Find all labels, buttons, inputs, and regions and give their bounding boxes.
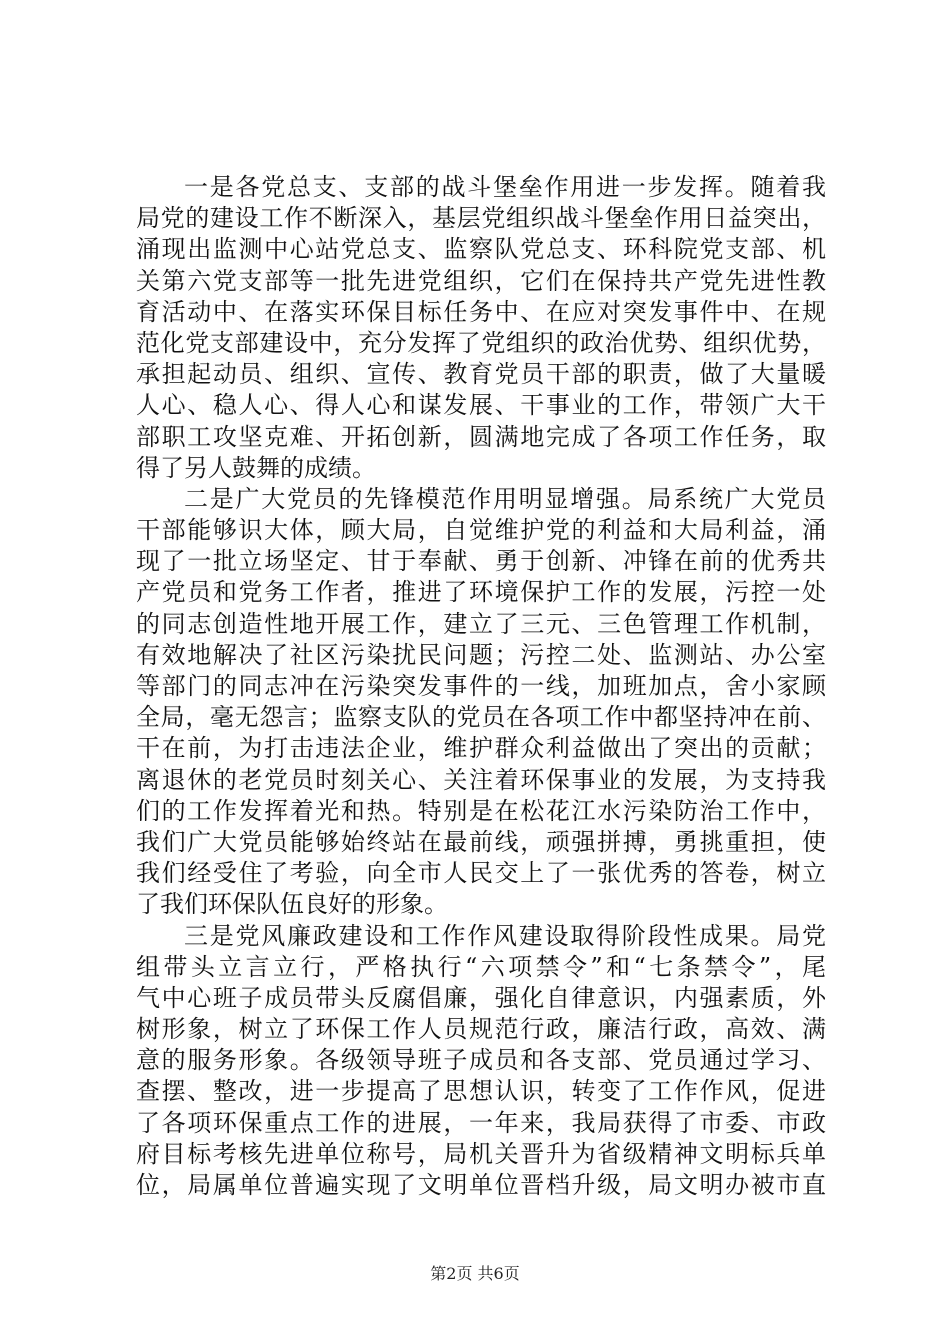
text-line: 了各项环保重点工作的进展，一年来，我局获得了市委、市政 xyxy=(136,1108,826,1137)
text-line: 了我们环保队伍良好的形象。 xyxy=(136,890,448,919)
text-line: 干部能够识大体，顾大局，自觉维护党的利益和大局利益，涌 xyxy=(136,516,826,545)
text-line: 树形象，树立了环保工作人员规范行政，廉洁行政，高效、满 xyxy=(136,1015,826,1044)
text-line: 承担起动员、组织、宣传、教育党员干部的职责，做了大量暖 xyxy=(136,360,826,389)
paragraph xyxy=(136,921,826,1202)
paragraph xyxy=(136,484,826,921)
text-line: 位，局属单位普遍实现了文明单位晋档升级，局文明办被市直 xyxy=(136,1171,826,1199)
text-line: 人心、稳人心、得人心和谋发展、干事业的工作，带领广大干 xyxy=(136,391,826,420)
text-line: 现了一批立场坚定、甘于奉献、勇于创新、冲锋在前的优秀共 xyxy=(136,547,826,576)
text-line: 组带头立言立行，严格执行“六项禁令”和“七条禁令”，尾 xyxy=(136,952,826,981)
text-line: 气中心班子成员带头反腐倡廉，强化自律意识，内强素质，外 xyxy=(136,983,826,1012)
text-line: 三是党风廉政建设和工作作风建设取得阶段性成果。局党 xyxy=(184,921,826,950)
text-line: 我们经受住了考验，向全市人民交上了一张优秀的答卷，树立 xyxy=(136,859,826,888)
text-line: 查摆、整改，进一步提高了思想认识，转变了工作作风，促进 xyxy=(136,1077,826,1106)
text-line: 府目标考核先进单位称号，局机关晋升为省级精神文明标兵单 xyxy=(136,1139,826,1168)
paragraph xyxy=(136,172,826,484)
text-line: 一是各党总支、支部的战斗堡垒作用进一步发挥。随着我 xyxy=(184,173,826,201)
text-line: 的同志创造性地开展工作，建立了三元、三色管理工作机制， xyxy=(136,609,826,638)
page-footer: 第2页 共6页 xyxy=(430,1264,520,1283)
text-line: 全局，毫无怨言；监察支队的党员在各项工作中都坚持冲在前、 xyxy=(136,703,826,732)
text-line: 范化党支部建设中，充分发挥了党组织的政治优势、组织优势， xyxy=(136,328,826,357)
document-body xyxy=(136,172,826,1201)
text-line: 有效地解决了社区污染扰民问题；污控二处、监测站、办公室 xyxy=(136,640,826,669)
text-line: 意的服务形象。各级领导班子成员和各支部、党员通过学习、 xyxy=(136,1046,826,1075)
text-line: 二是广大党员的先锋模范作用明显增强。局系统广大党员 xyxy=(184,484,826,513)
text-line: 等部门的同志冲在污染突发事件的一线，加班加点，舍小家顾 xyxy=(136,672,826,700)
text-line: 产党员和党务工作者，推进了环境保护工作的发展，污控一处 xyxy=(136,578,826,607)
text-line: 干在前，为打击违法企业，维护群众利益做出了突出的贡献； xyxy=(136,734,826,763)
text-line: 局党的建设工作不断深入，基层党组织战斗堡垒作用日益突出， xyxy=(136,204,826,233)
text-line: 得了另人鼓舞的成绩。 xyxy=(136,453,376,482)
text-line: 我们广大党员能够始终站在最前线，顽强拼搏，勇挑重担，使 xyxy=(136,827,826,856)
text-line: 关第六党支部等一批先进党组织，它们在保持共产党先进性教 xyxy=(136,266,826,295)
text-line: 涌现出监测中心站党总支、监察队党总支、环科院党支部、机 xyxy=(136,235,826,264)
text-line: 育活动中、在落实环保目标任务中、在应对突发事件中、在规 xyxy=(136,297,826,326)
text-line: 们的工作发挥着光和热。特别是在松花江水污染防治工作中， xyxy=(136,796,826,825)
text-line: 离退休的老党员时刻关心、关注着环保事业的发展，为支持我 xyxy=(136,765,826,794)
text-line: 部职工攻坚克难、开拓创新，圆满地完成了各项工作任务，取 xyxy=(136,422,826,451)
